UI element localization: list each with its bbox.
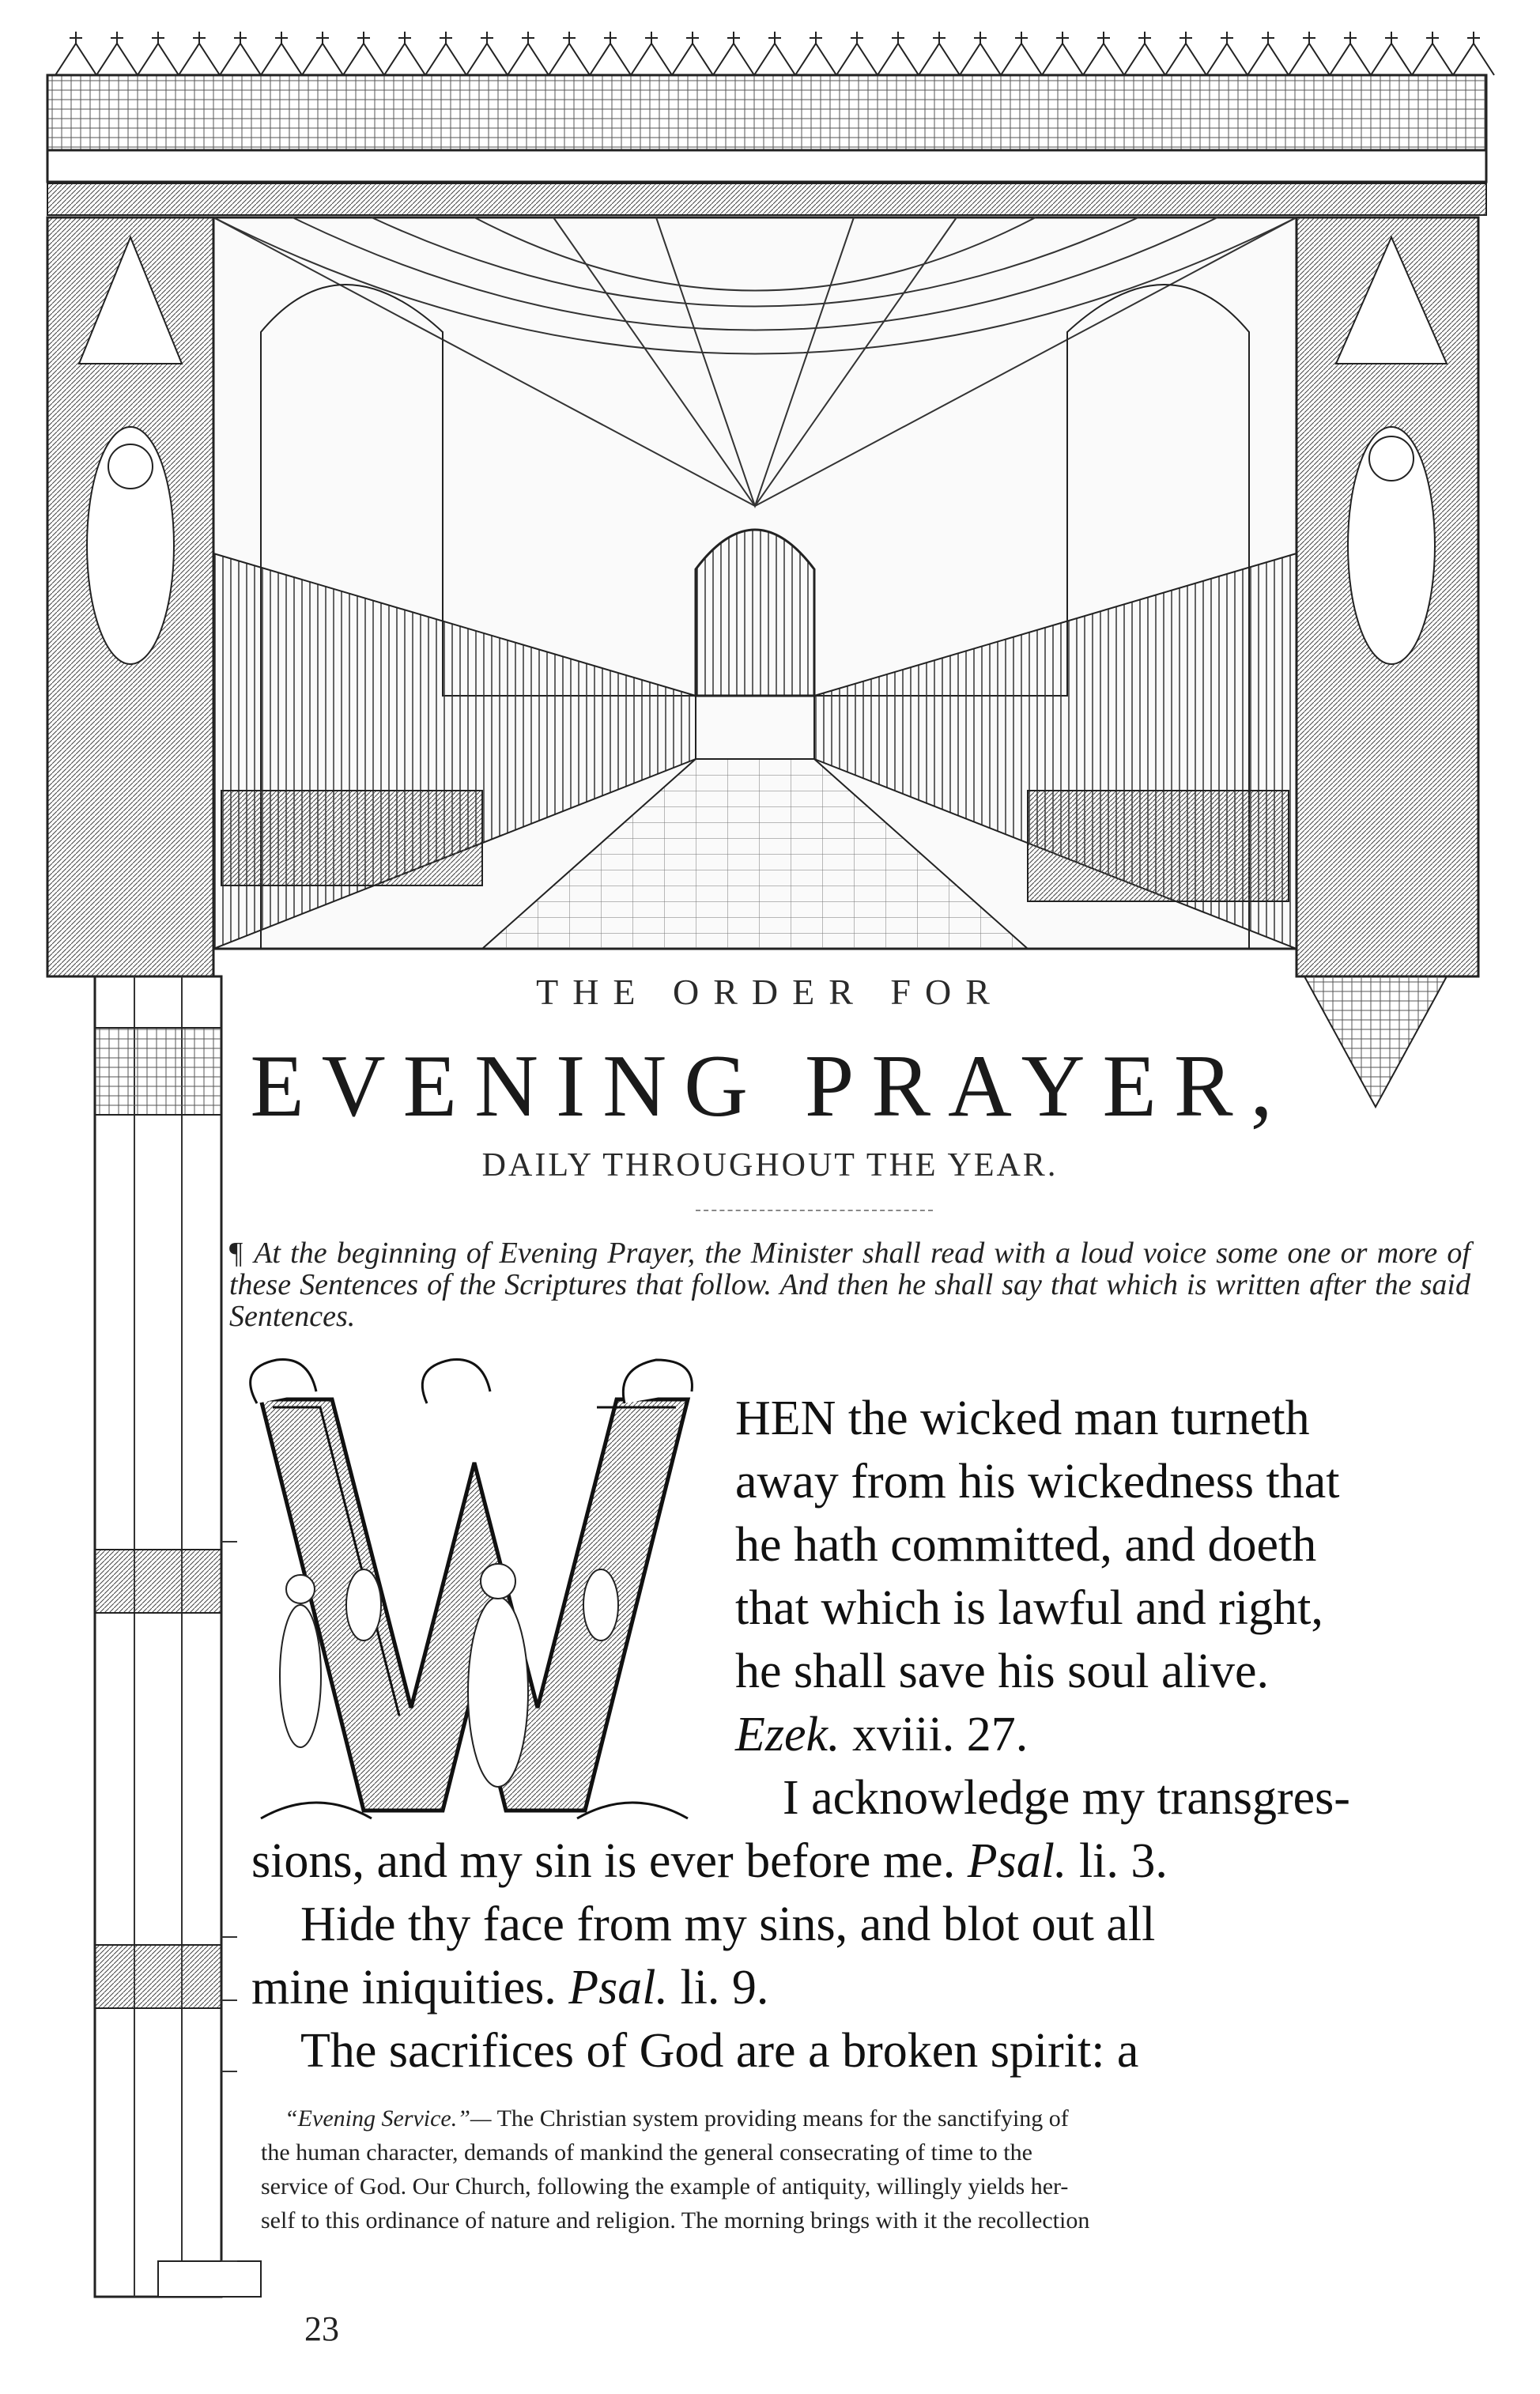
title-big: EVENING PRAYER, (250, 1037, 1290, 1135)
page-number: 23 (304, 2309, 339, 2348)
cresting-finial (1289, 32, 1330, 75)
scripture-reference: Psal. (568, 1961, 668, 2015)
cresting-finial (1412, 32, 1453, 75)
subtitle: DAILY THROUGHOUT THE YEAR. (481, 1147, 1059, 1184)
cresting-finial (220, 32, 261, 75)
cresting-finial (55, 32, 96, 75)
cresting-finial (1206, 32, 1247, 75)
cresting-finial (590, 32, 631, 75)
scripture-reference: Ezek. (735, 1708, 840, 1762)
cresting-finial (960, 32, 1001, 75)
cresting-finial (508, 32, 549, 75)
cresting-finial (795, 32, 836, 75)
body-line: HEN the wicked man turneth (735, 1391, 1310, 1445)
divider (696, 1210, 933, 1211)
cresting-finial (754, 32, 795, 75)
body-line: The sacrifices of God are a broken spirit: a (300, 2024, 1139, 2078)
nave-interior (213, 217, 1297, 949)
body-line: I acknowledge my transgres- (783, 1771, 1350, 1825)
cresting-finial (1124, 32, 1165, 75)
rubric-text: At the beginning of Evening Prayer, the Minister shall read with a loud voice some one or more of these Sentences of the Scriptures that follow. And then he shall say that which is written after the said Sentences. (229, 1237, 1470, 1333)
reference-number: li. 3. (1066, 1834, 1168, 1888)
cresting-finial (1453, 32, 1494, 75)
cresting-finial (302, 32, 343, 75)
body-line: away from his wickedness that (735, 1455, 1340, 1509)
cresting-finial (425, 32, 466, 75)
body-line: Hide thy face from my sins, and blot out all (300, 1897, 1156, 1951)
footnote-line (261, 2103, 1474, 2135)
body-line (251, 1959, 768, 2016)
cresting-finial (179, 32, 220, 75)
cresting-finial (1247, 32, 1289, 75)
cresting-finial (672, 32, 713, 75)
cresting-finial (1330, 32, 1371, 75)
reference-number: xviii. 27. (840, 1708, 1029, 1762)
cresting-finial (384, 32, 425, 75)
footnote-line: self to this ordinance of nature and religion. The morning brings with it the recollection (261, 2207, 1090, 2234)
cresting-finial (1001, 32, 1042, 75)
body-line: that which is lawful and right, (735, 1581, 1323, 1635)
decorated-initial-w (251, 1360, 694, 1823)
body-line: he hath committed, and doeth (735, 1518, 1317, 1572)
margin-rule-ticks (221, 1542, 237, 2261)
rubric-instruction (229, 1237, 1470, 1332)
body-line (735, 1706, 1028, 1763)
scripture-reference: Psal. (967, 1834, 1067, 1888)
cresting-finial (549, 32, 590, 75)
cresting-finial (261, 32, 302, 75)
cresting-finial (466, 32, 508, 75)
cresting-finial (1371, 32, 1412, 75)
footnote-line: the human character, demands of mankind the general consecrating of time to the (261, 2139, 1032, 2166)
cresting-finial (343, 32, 384, 75)
cresting-finial (1165, 32, 1206, 75)
cresting-finial (96, 32, 138, 75)
footnote-text: The Christian system providing means for the sanctifying of (496, 2105, 1069, 2132)
cresting-finial (919, 32, 960, 75)
cresting-finial (878, 32, 919, 75)
body-text: mine iniquities. (251, 1961, 569, 2015)
body-line (251, 1833, 1168, 1890)
title-small: THE ORDER FOR (536, 972, 1004, 1012)
ornamental-cresting (47, 32, 1494, 215)
cresting-finial (1083, 32, 1124, 75)
cresting-finial (138, 32, 179, 75)
body-line: he shall save his soul alive. (735, 1644, 1269, 1698)
cresting-finial (836, 32, 878, 75)
cresting-finial (1042, 32, 1083, 75)
footnote-label: “Evening Service.”— (285, 2105, 492, 2132)
cresting-finial (713, 32, 754, 75)
footnote-line: service of God. Our Church, following the example of antiquity, willingly yields her- (261, 2173, 1069, 2200)
reference-number: li. 9. (667, 1961, 769, 2015)
pilcrow-mark: ¶ (229, 1237, 243, 1270)
body-text: sions, and my sin is ever before me. (251, 1834, 968, 1888)
cresting-finial (631, 32, 672, 75)
